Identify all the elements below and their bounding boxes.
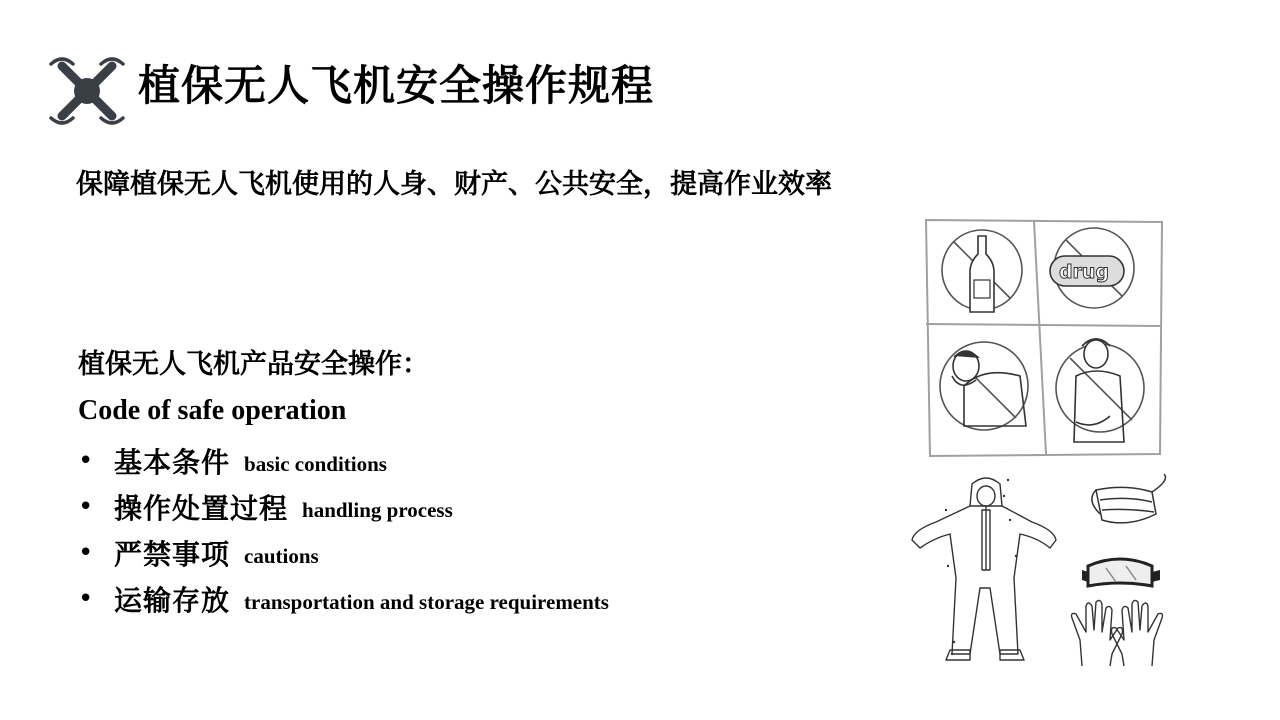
list-item-cn: 操作处置过程 [114, 492, 289, 525]
goggles-icon [1082, 559, 1160, 586]
list-item-en: cautions [244, 543, 319, 568]
subtitle: 保障植保无人飞机使用的人身、财产、公共安全，提高作业效率 [76, 169, 832, 200]
list-item [78, 438, 609, 484]
list-item-cn: 严禁事项 [114, 538, 231, 571]
face-mask-icon [1092, 474, 1166, 523]
bullet-list [78, 438, 609, 622]
list-item-en: basic conditions [244, 451, 387, 476]
protective-suit-icon [912, 478, 1056, 660]
page-title: 植保无人飞机安全操作规程 [138, 61, 655, 110]
bullet-icon: • [78, 584, 94, 614]
drone-logo-icon [48, 52, 126, 130]
bullet-icon: • [78, 538, 94, 568]
bullet-icon: • [78, 492, 94, 522]
ppe-panel [906, 470, 1172, 666]
list-item [78, 484, 609, 530]
list-item-cn: 基本条件 [114, 446, 231, 479]
prohibition-panel [924, 216, 1164, 458]
section-heading-en: Code of safe operation [78, 395, 347, 426]
section-heading: 植保无人飞机产品安全操作： [78, 349, 429, 380]
drug-label: drug [1058, 261, 1110, 283]
gloves-icon [1072, 600, 1163, 666]
list-item-en: transportation and storage requirements [244, 589, 609, 614]
list-item-cn: 运输存放 [114, 584, 231, 617]
list-item-en: handling process [302, 497, 453, 522]
list-item [78, 576, 609, 622]
list-item [78, 530, 609, 576]
bullet-icon: • [78, 446, 94, 476]
